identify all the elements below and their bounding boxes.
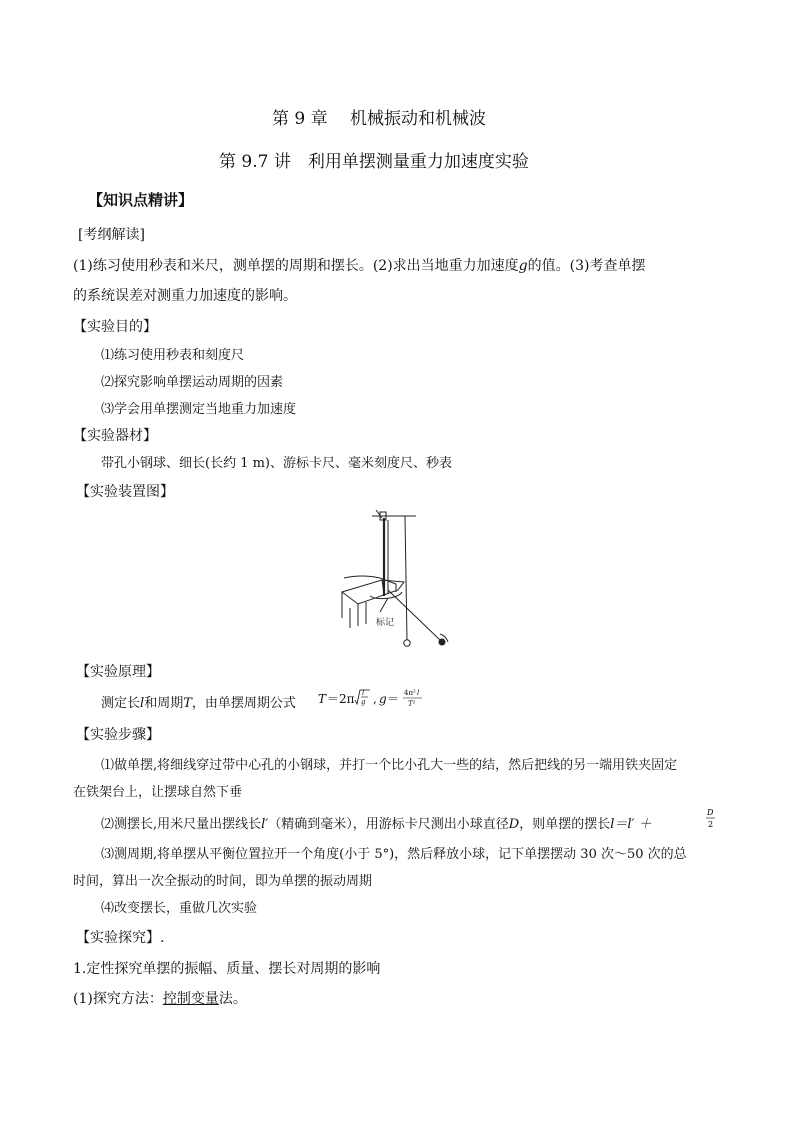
syllabus-text-b: 的值。(3)考查单摆 <box>527 258 646 274</box>
svg-text:,: , <box>373 692 377 706</box>
step-3-line-1: ⑶测周期,将单摆从平衡位置拉开一个角度(小于 5°)，然后释放小球，记下单摆摆动 30 次～50 次的总 <box>101 847 687 862</box>
swung-string <box>388 590 440 640</box>
step-3-line-2: 时间，算出一次全振动的时间，即为单摆的振动周期 <box>73 874 373 889</box>
step-2 <box>101 813 652 832</box>
step-2-l: l′ <box>261 817 269 832</box>
explore-method <box>73 988 247 1008</box>
step-2-eq: l＝l′ ＋ <box>610 817 652 832</box>
pendulum-bob <box>404 640 410 646</box>
principle-text-and: 和周期 <box>144 696 184 711</box>
principle-text-a: 测定长 <box>101 696 141 711</box>
steps-heading: 【实验步骤】 <box>76 727 160 743</box>
equipment-text: 带孔小钢球、细长(长约 1 m)、游标卡尺、毫米刻度尺、秒表 <box>101 456 453 471</box>
explore-heading: 【实验探究】. <box>76 930 165 946</box>
syllabus-line-1 <box>73 255 645 275</box>
step-4: ⑷改变摆长，重做几次实验 <box>101 901 258 916</box>
step-1-line-1: ⑴做单摆,将细线穿过带中心孔的小钢球，并打一个比小孔大一些的结，然后把线的另一端用铁夹固定 <box>101 758 678 773</box>
svg-text:＝: ＝ <box>387 692 400 706</box>
purpose-heading: 【实验目的】 <box>73 319 157 335</box>
principle-heading: 【实验原理】 <box>76 664 160 680</box>
svg-text:g: g <box>361 698 366 706</box>
chapter-title: 第 9 章 机械振动和机械波 <box>272 109 487 129</box>
svg-text:D: D <box>707 808 714 817</box>
principle-text <box>101 692 296 711</box>
knowledge-heading: 【知识点精讲】 <box>88 191 194 209</box>
svg-text:＝2π: ＝2π <box>327 692 355 706</box>
lecture-title: 第 9.7 讲 利用单摆测量重力加速度实验 <box>219 152 529 172</box>
explore-method-underlined: 控制变量 <box>162 991 219 1007</box>
syllabus-line-2: 的系统误差对测重力加速度的影响。 <box>73 288 297 304</box>
purpose-item-3: ⑶学会用单摆测定当地重力加速度 <box>101 402 297 417</box>
syllabus-label: [考纲解读] <box>78 227 145 243</box>
svg-text:T²: T² <box>408 700 416 708</box>
svg-text:g: g <box>379 692 387 706</box>
step-2-b: （精确到毫米），用游标卡尺测出小球直径 <box>268 817 509 832</box>
svg-text:l: l <box>362 689 365 697</box>
purpose-item-2: ⑵探究影响单摆运动周期的因素 <box>101 375 284 390</box>
explore-method-b: 法。 <box>218 991 247 1007</box>
svg-text:T: T <box>318 692 327 706</box>
principle-T: T <box>183 696 192 711</box>
pendulum-formula <box>318 683 438 713</box>
svg-text:4π²: 4π² <box>404 689 416 697</box>
diameter-half-fraction <box>704 806 718 832</box>
syllabus-g: g <box>518 258 528 274</box>
diagram-heading: 【实验装置图】 <box>76 484 174 500</box>
pendulum-apparatus-figure <box>336 508 466 650</box>
step-2-a: ⑵测摆长,用米尺量出摆线长 <box>101 817 262 832</box>
step-1-line-2: 在铁架台上，让摆球自然下垂 <box>73 785 243 800</box>
syllabus-text-a: (1)练习使用秒表和米尺，测单摆的周期和摆长。(2)求出当地重力加速度 <box>73 258 519 274</box>
principle-text-rest: ，由单摆周期公式 <box>191 696 296 711</box>
explore-item-1: 1.定性探究单摆的振幅、质量、摆长对周期的影响 <box>73 961 381 977</box>
step-2-D: D <box>508 817 520 832</box>
pendulum-string <box>405 516 407 640</box>
svg-text:l: l <box>417 689 420 697</box>
purpose-item-1: ⑴练习使用秒表和刻度尺 <box>101 348 245 363</box>
svg-text:2: 2 <box>708 820 714 829</box>
principle-l: l <box>140 696 145 711</box>
explore-method-a: (1)探究方法： <box>73 991 163 1007</box>
mark-label: 标记 <box>376 618 395 628</box>
equipment-heading: 【实验器材】 <box>73 428 157 444</box>
step-2-c: ，则单摆的摆长 <box>519 817 611 832</box>
